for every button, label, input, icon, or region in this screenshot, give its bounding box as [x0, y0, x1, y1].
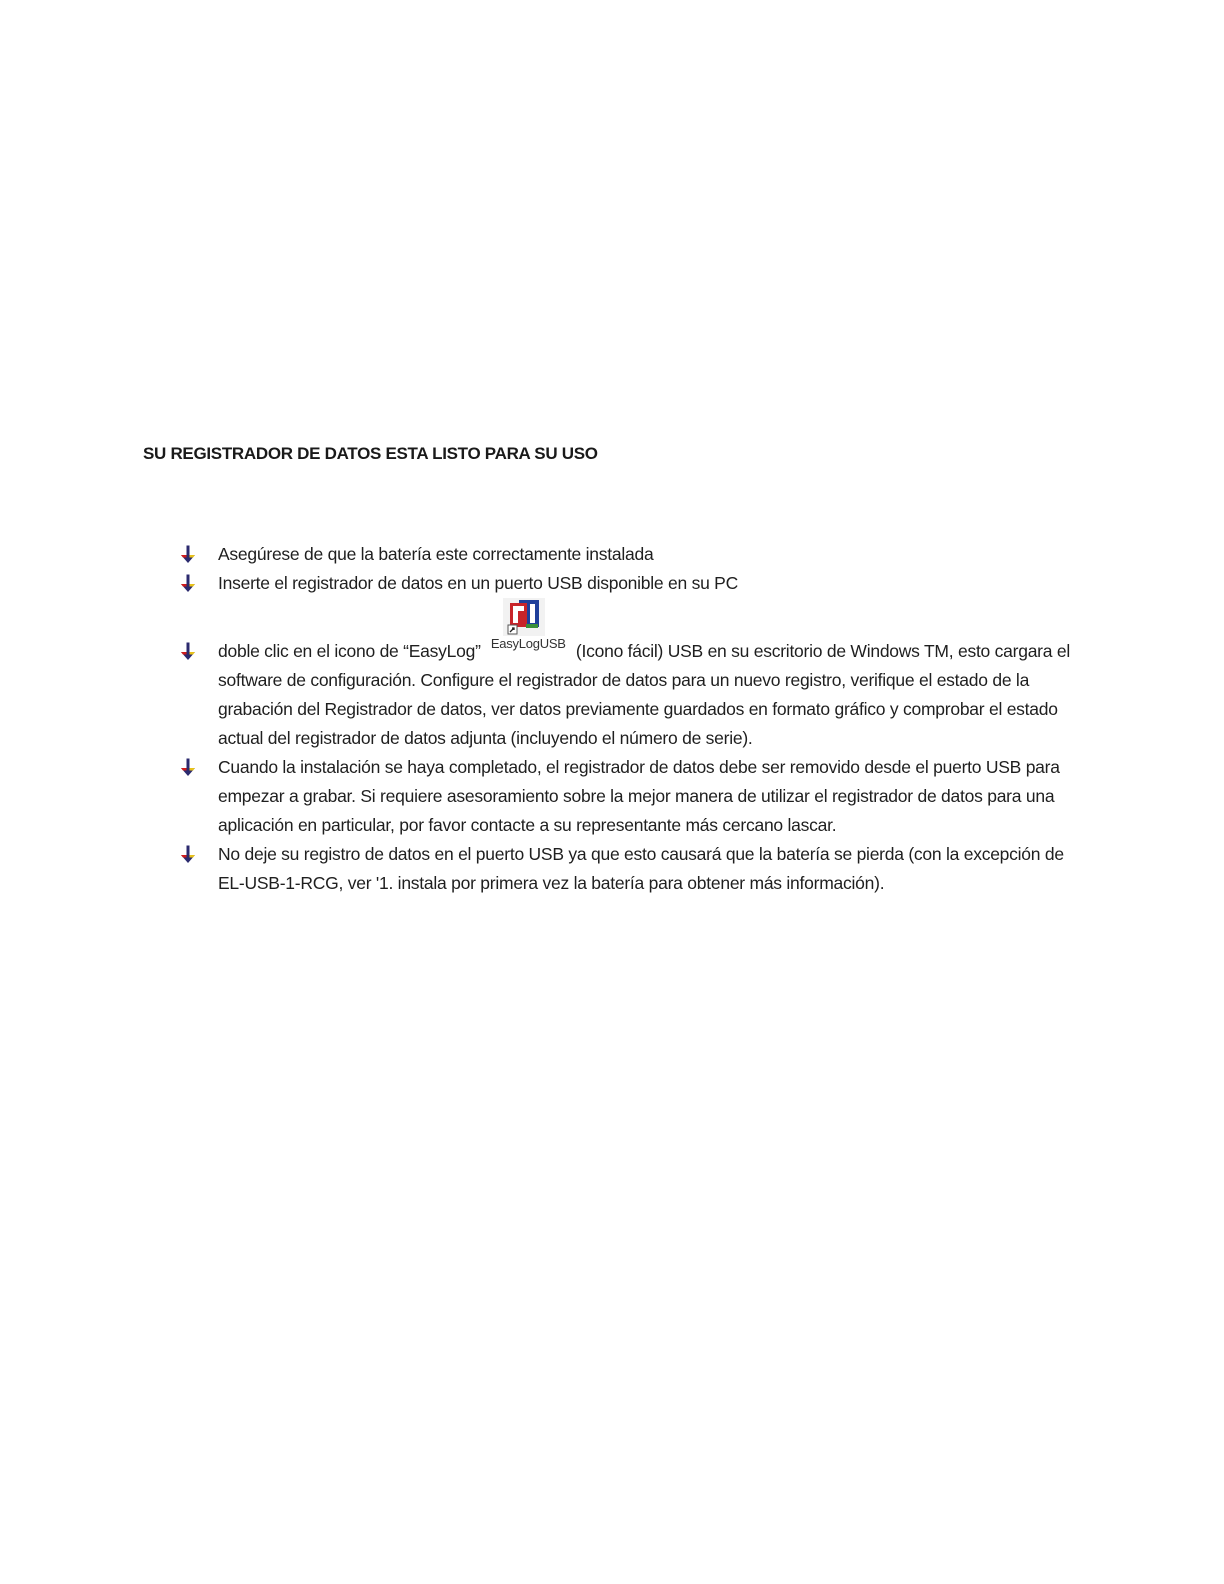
arrow-down-icon: [178, 573, 198, 593]
list-item: [178, 840, 1078, 898]
list-item: [178, 569, 1078, 598]
list-item-text: No deje su registro de datos en el puerto USB ya que esto causará que la batería se pierda (con la excepción de EL-USB-1-RCG, ver '1. instala por primera vez la batería para obtener más información).: [218, 844, 1064, 893]
arrow-down-icon: [178, 544, 198, 564]
list-item-text: Inserte el registrador de datos en un puerto USB disponible en su PC: [218, 573, 738, 593]
list-item: [178, 540, 1078, 569]
arrow-down-icon: [178, 844, 198, 864]
easylog-usb-icon: [502, 597, 546, 637]
arrow-down-icon: [178, 641, 198, 661]
list-item: [178, 753, 1078, 840]
list-item-text: Cuando la instalación se haya completado, el registrador de datos debe ser removido desde el puerto USB para empezar a grabar. Si requiere asesoramiento sobre la mejor manera de utilizar el registrador de datos para una aplicación en particular, por favor contacte a su representante más cercano lascar.: [218, 757, 1060, 835]
page-title: SU REGISTRADOR DE DATOS ESTA LISTO PARA SU USO: [143, 444, 598, 463]
list-item: [178, 637, 1078, 753]
list-item-text-after: (Icono fácil) USB en su escritorio de Windows TM, esto cargara el software de configuración. Configure el registrador de datos para un nuevo registro, verifique el estado de la grabación del Registrador de datos, ver datos previamente guardados en formato gráfico y comprobar el estado actual del registrador de datos adjunta (incluyendo el número de serie).: [218, 641, 1070, 748]
easylog-usb-shortcut: [485, 637, 571, 666]
list-item-text: Asegúrese de que la batería este correctamente instalada: [218, 544, 654, 564]
arrow-down-icon: [178, 757, 198, 777]
instruction-list: [178, 540, 1078, 898]
list-item-text-before: doble clic en el icono de “EasyLog”: [218, 641, 481, 661]
easylog-usb-icon-caption: EasyLogUSB: [490, 636, 566, 651]
